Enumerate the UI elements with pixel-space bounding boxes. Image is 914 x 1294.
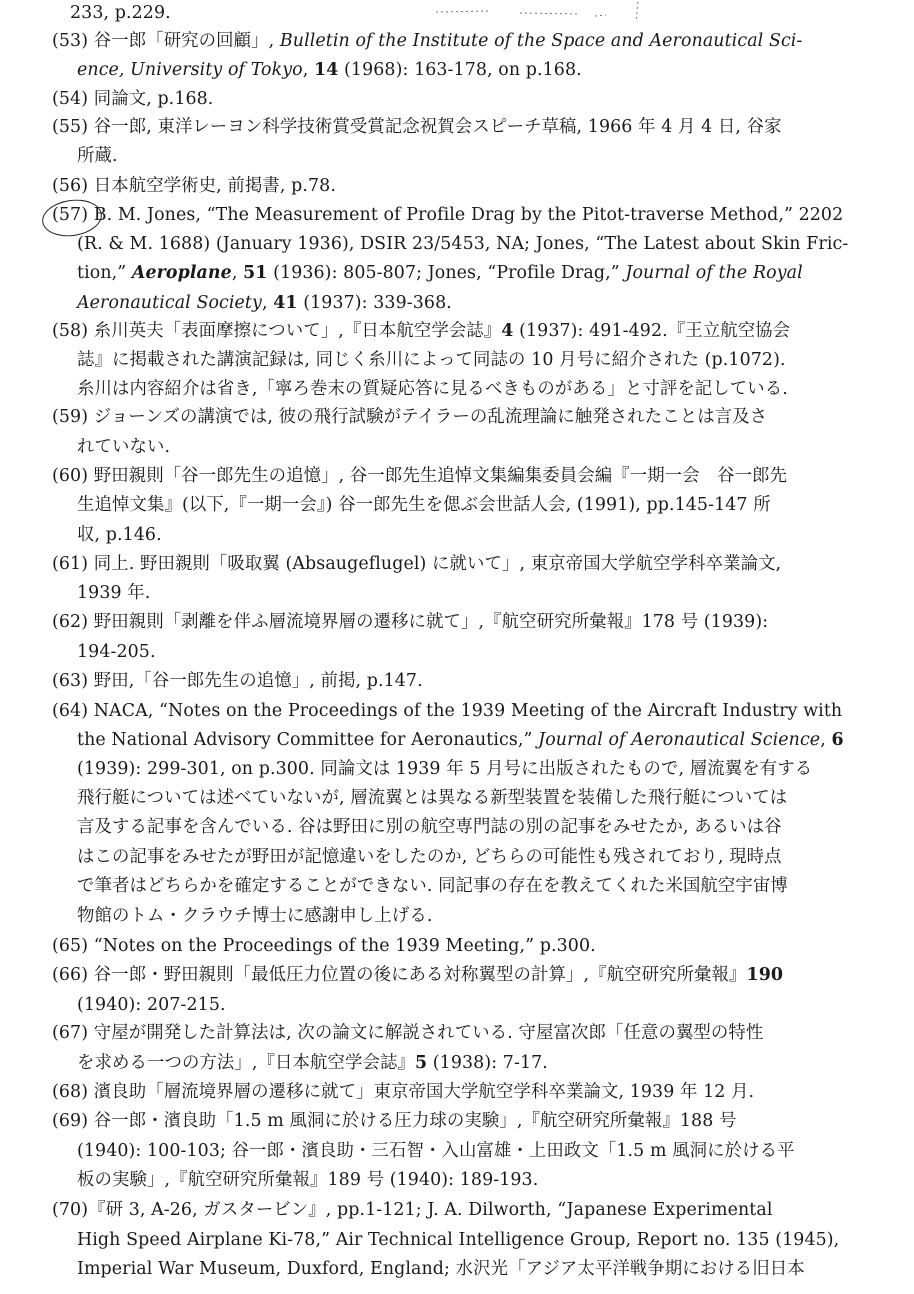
endnote-line [52, 204, 843, 226]
text-run: (57) B. M. Jones, “The Measurement of Profile Drag by the Pitot-traverse Method,” 2202 [52, 205, 844, 225]
text-run: (1937): 491-492.『王立航空協会 [513, 321, 791, 341]
endnote-line [77, 292, 452, 314]
endnote-line [52, 175, 336, 197]
endnote-line [77, 378, 788, 400]
endnote-line [77, 494, 771, 516]
text-run: (63) 野田,「谷一郎先生の追憶」, 前掲, p.147. [52, 671, 423, 691]
text-run: (69) 谷一郎・濱良助「1.5 m 風洞に於ける圧力球の実験」,『航空研究所彙報』188 号 [52, 1111, 737, 1131]
text-run: (59) ジョーンズの講演では, 彼の飛行試験がテイラーの乱流理論に触発されたことは言及さ [52, 407, 768, 427]
text-run: で筆者はどちらかを確定することができない. 同記事の存在を教えてくれた米国航空宇宙博 [77, 876, 788, 896]
bold-volume: 4 [501, 321, 514, 341]
text-run: , [231, 263, 244, 283]
endnote-line [77, 905, 432, 927]
text-run: (61) 同上. 野田親則「吸取翼 (Absaugeflugel) に就いて」, 東京帝国大学航空学科卒業論文, [52, 554, 782, 574]
text-run: 糸川は内容紹介は省き,「寧ろ巻末の質疑応答に見るべきものがある」と寸評を記している. [77, 379, 788, 399]
endnote-line [77, 436, 170, 458]
text-run: (1940): 207-215. [77, 995, 226, 1015]
endnote-line [52, 1022, 763, 1044]
text-run: (64) NACA, “Notes on the Proceedings of the 1939 Meeting of the Aircraft Industry with [52, 701, 843, 721]
endnote-line [52, 1199, 773, 1221]
endnote-line [52, 116, 782, 138]
endnote-line [77, 582, 150, 604]
text-run: 所蔵. [77, 146, 118, 166]
bold-volume: 41 [273, 293, 298, 313]
endnote-line [52, 670, 423, 692]
text-run: れていない. [77, 437, 171, 457]
endnote-line [77, 1258, 805, 1280]
text-run: High Speed Airplane Ki-78,” Air Technical Intelligence Group, Report no. 135 (1945), [77, 1230, 840, 1250]
endnote-line [52, 611, 768, 633]
text-run: , [261, 293, 274, 313]
italic-title: ence, University of Tokyo [77, 60, 303, 80]
text-run: 194-205. [77, 642, 156, 662]
text-run: 物館のトム・クラウチ博士に感謝申し上げる. [77, 906, 433, 926]
text-run: (70)『研 3, A-26, ガスタービン』, pp.1-121; J. A. Dilworth, “Japanese Experimental [52, 1200, 773, 1220]
text-run: (1937): 339-368. [297, 293, 452, 313]
endnote-line [77, 846, 782, 868]
text-run: (1939): 299-301, on p.300. 同論文は 1939 年 5 月号に出版されたもので, 層流翼を有する [77, 759, 813, 779]
pencil-scribble-mark [430, 2, 642, 24]
text-run: はこの記事をみせたが野田が記憶違いをしたのか, どちらの可能性も残されており, 現時点 [77, 847, 782, 867]
text-run: (56) 日本航空学術史, 前掲書, p.78. [52, 176, 336, 196]
endnote-line [77, 1052, 548, 1074]
endnote-line [52, 964, 783, 986]
endnote-line [77, 233, 848, 255]
endnote-line [77, 1229, 839, 1251]
text-run: (1938): 7-17. [427, 1053, 548, 1073]
endnote-line [77, 758, 812, 780]
text-run: (68) 濱良助「層流境界層の遷移に就て」東京帝国大学航空学科卒業論文, 1939 年 12 月. [52, 1082, 755, 1102]
text-run: the National Advisory Committee for Aeronautics,” [77, 730, 539, 750]
bold-volume: 51 [243, 263, 268, 283]
bold-volume: 14 [314, 60, 339, 80]
text-run: 誌』に掲載された講演記録は, 同じく糸川によって同誌の 10 月号に紹介された (p.1072). [77, 350, 786, 370]
endnote-line [77, 524, 162, 546]
text-run: 生追悼文集』(以下,『一期一会』) 谷一郎先生を偲ぶ会世話人会, (1991), pp.145-147 所 [77, 495, 771, 515]
text-run: (54) 同論文, p.168. [52, 89, 214, 109]
endnote-line [77, 349, 786, 371]
endnote-line [77, 1169, 538, 1191]
text-run: tion,” [77, 263, 132, 283]
text-run: (1936): 805-807; Jones, “Profile Drag,” [267, 263, 626, 283]
text-run: (55) 谷一郎, 東洋レーヨン科学技術賞受賞記念祝賀会スピーチ草稿, 1966 年 4 月 4 日, 谷家 [52, 117, 782, 137]
endnote-line [70, 2, 171, 24]
endnote-line [77, 875, 788, 897]
text-run: , [302, 60, 315, 80]
text-run: 言及する記事を含んでいる. 谷は野田に別の航空専門誌の別の記事をみせたか, あるいは谷 [77, 817, 782, 837]
endnote-line [52, 465, 787, 487]
endnote-line [52, 320, 790, 342]
endnote-line [77, 994, 226, 1016]
text-run: (65) “Notes on the Proceedings of the 1939 Meeting,” p.300. [52, 936, 596, 956]
endnote-line [77, 59, 582, 81]
endnote-line [52, 1110, 737, 1132]
endnote-line [52, 88, 213, 110]
endnote-line [77, 262, 803, 284]
text-run: (60) 野田親則「谷一郎先生の追憶」, 谷一郎先生追悼文集編集委員会編『一期一会 谷一郎先 [52, 466, 788, 486]
endnote-line [77, 729, 844, 751]
italic-title: Journal of the Royal [625, 263, 803, 283]
text-run: , [820, 730, 832, 750]
text-run: 233, p.229. [70, 3, 171, 23]
text-run: 1939 年. [77, 583, 151, 603]
italic-title: Aeronautical Society [77, 293, 262, 313]
endnote-line [52, 700, 842, 722]
bold-volume: 6 [831, 730, 844, 750]
text-run: (66) 谷一郎・野田親則「最低圧力位置の後にある対称翼型の計算」,『航空研究所彙報』 [52, 965, 747, 985]
bold-italic-title: Aeroplane [131, 263, 232, 283]
text-run: を求める一つの方法」,『日本航空学会誌』 [77, 1053, 415, 1073]
text-run: (1940): 100-103; 谷一郎・濱良助・三石智・入山富雄・上田政文「1.5 m 風洞に於ける平 [77, 1141, 795, 1161]
endnote-line [77, 816, 782, 838]
italic-title: Bulletin of the Institute of the Space and Aeronautical Sci- [279, 31, 803, 51]
endnote-line [52, 935, 596, 957]
endnote-line [52, 406, 767, 428]
text-run: 板の実験」,『航空研究所彙報』189 号 (1940): 189-193. [77, 1170, 539, 1190]
text-run: (62) 野田親則「剥離を伴ふ層流境界層の遷移に就て」,『航空研究所彙報』178 号 (1939): [52, 612, 769, 632]
endnote-line [77, 145, 118, 167]
text-run: (67) 守屋が開発した計算法は, 次の論文に解説されている. 守屋富次郎「任意の翼型の特性 [52, 1023, 764, 1043]
endnote-line [77, 787, 787, 809]
bold-volume: 190 [746, 965, 784, 985]
text-run: 飛行艇については述べていないが, 層流翼とは異なる新型装置を装備した飛行艇については [77, 788, 788, 808]
text-run: 収, p.146. [77, 525, 162, 545]
endnote-line [52, 30, 802, 52]
endnote-line [77, 641, 156, 663]
text-run: (1968): 163-178, on p.168. [338, 60, 582, 80]
text-run: (58) 糸川英夫「表面摩擦について」,『日本航空学会誌』 [52, 321, 502, 341]
text-run: (R. & M. 1688) (January 1936), DSIR 23/5453, NA; Jones, “The Latest about Skin Fric- [77, 234, 849, 254]
endnote-line [52, 553, 781, 575]
endnote-line [77, 1140, 795, 1162]
text-run: (53) 谷一郎「研究の回顧」, [52, 31, 280, 51]
italic-title: Journal of Aeronautical Science [538, 730, 821, 750]
bold-volume: 5 [414, 1053, 428, 1073]
text-run: Imperial War Museum, Duxford, England; 水沢光「アジア太平洋戦争期における旧日本 [77, 1259, 805, 1279]
endnote-line [52, 1081, 754, 1103]
